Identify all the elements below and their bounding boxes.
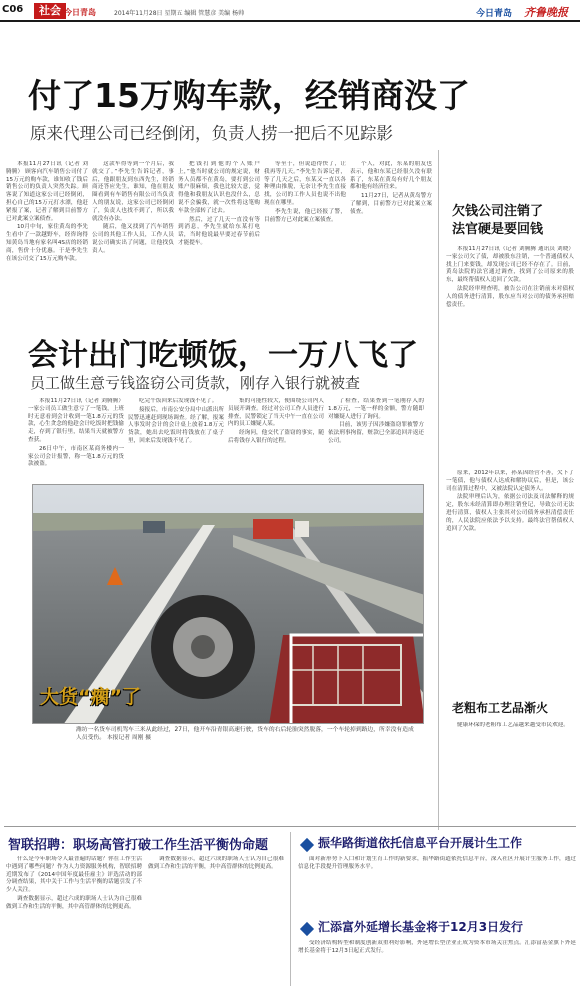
story1-headline: 付了15万购车款，经销商没了 (28, 76, 470, 115)
side2-body (446, 470, 574, 688)
story2-col-1 (28, 398, 124, 480)
paragraph: 面对新形势下人口和计划生育工作的新要求，振华路街道依托信息平台，深入社区开展计生服务工作，通过信息化手段提升管理服务水平。 (298, 856, 576, 870)
side1-title-line-1: 欠钱公司注销了 (452, 204, 544, 219)
paragraph: 吃完午饭回来后发现钱不见了。 (139, 398, 218, 404)
story3-col-2 (148, 856, 284, 984)
story1-col-4 (264, 161, 346, 319)
paragraph: 健康环保的老粗布工艺品越来越受市民欢迎。 (457, 722, 569, 728)
photo-caption (76, 726, 416, 742)
paragraph: 接报后，市南公安分局中山派出所民警迅速赶到现场调查。经了解，报案人事发时会计的会计桌上放着1.8万元货款，她出去吃饭时将钱放在了桌子里，回来后发现钱不见了。 (128, 406, 224, 444)
paragraph: 然后，过了几天一直没有等到消息，李先生就给东某打电话，当时他说最早要过春节前后才能提车。 (178, 216, 260, 246)
paragraph: 了检查，结果查到一笔刚存入的1.8万元，一笔一样的金额，警方随即对嫌疑人进行了询问。 (328, 398, 424, 420)
paragraph: 26日中午，市南区某商务楼内一家公司会计报警，称一笔1.8万元的货款被盗。 (28, 445, 124, 468)
paragraph: 调查数据显示，超过六成的职场人士认为自己很难做到工作和生活的平衡，其中高管群体的比例更高。 (148, 856, 284, 870)
paragraph: 10月中旬，家住黄岛的李先生看中了一款越野车，经咨询得知黄岛当地有家名叫4S店的经销商，售价十分优惠。于是李先生在该公司交了15万元购车款。 (6, 224, 88, 262)
paragraph: 受经济结构转型和制度创新双重利好影响，外延增长型企业正成为资本市场关注焦点。汇添富基金旗下外延增长基金将于12月3日起正式发行。 (298, 940, 576, 954)
paragraph: 集的可能性较大，便围绕公司内人员展开调查。经过对公司工作人员进行排查，民警锁定了当天中午一直在公司内的员工嫌疑人某。 (228, 398, 324, 428)
story2-col-3 (228, 398, 324, 480)
story2-col-2 (128, 398, 224, 480)
story4-body (298, 856, 576, 912)
story5-title: 汇添富外延增长基金将于12月3日发行 (318, 920, 524, 934)
photo-tag: 大货“瘸”了 (40, 686, 141, 708)
story1-col-5 (350, 161, 432, 319)
paragraph: 法院审理后认为，依据公司法及司法解释的规定，股东未经清算即办理注销登记，导致公司无法进行清算，债权人主张其对公司债务承担清偿责任的，人民法院应依法予以支持。最终法官帮债权人追回了欠款。 (446, 494, 574, 532)
column-divider (438, 150, 439, 830)
paragraph: 本报11月27日讯（记者 刘腾腾） 顾客向汽车销售公司付了15万元的购车款，谁知收了钱后销售公司的负责人突然失踪。顾客说了知道这家公司已经倒闭，担心自己的15万元打水漂，他赶紧报了案，记者了解到目前警方已对此案立案侦查。 (6, 161, 88, 222)
paragraph: 目前，该男子因涉嫌盗窃罪被警方依法刑事拘留，赃款已全部追回并返还公司。 (328, 422, 424, 444)
section-badge[interactable]: 社会 (34, 3, 66, 19)
side1-title-line-2: 法官硬是要回钱 (452, 222, 544, 237)
paragraph: 经询问，他交代了盗窃的事实，随后将钱存入银行的过程。 (228, 430, 324, 444)
paragraph: 原来，2012年以来，孙某因经营不善，欠下了一笔债，他与债权人达成和解协议后，但是，该公司在清算过程中，又被法院认定债务人。 (446, 470, 574, 492)
diamond-bullet-icon (300, 922, 314, 936)
paragraph: 李先生说，他已经报了警，目前警方已对此案立案侦查。 (264, 208, 346, 223)
story1-subhead: 原来代理公司已经倒闭，负责人捞一把后不见踪影 (30, 124, 393, 143)
caption-text: 潍坊一名货车司机驾车三米从此经过，27日，他开车沿青银高速行驶，货车的右后轮胎突然脱落，一个车轮掉到路边，所幸没有造成人员受伤。 (76, 727, 414, 741)
paragraph: 随后，他又找到了汽车销售公司的其他工作人员，工作人员说公司确实出了问题，让他找负责人。 (92, 224, 174, 254)
section-divider (4, 826, 576, 827)
column-divider (290, 832, 291, 986)
story1-col-1 (6, 161, 88, 319)
brand-logo: 齐鲁晚报 (524, 6, 568, 19)
side2-footer-title: 老粗布工艺品渐火 (452, 701, 549, 715)
story3-title: 智联招聘：职场高管打破工作生活平衡伪命题 (8, 838, 269, 853)
story4-title: 振华路街道依托信息平台开展计生工作 (318, 836, 523, 850)
paragraph: 本报11月27日讯（记者 刘腾腾 通讯员 刘晓） 一家公司欠了债，却被股东注销，一个普通债权人找上门来要钱，却发现公司已经不存在了。日前，黄岛法院的法官通过调查，找到了公司原来的股东，最终帮债权人追回了欠款。 (446, 246, 574, 284)
story1-col-3 (178, 161, 260, 319)
page-number: C06 (2, 4, 24, 15)
paragraph: 把钱打到他的个人账户上，”他当时就公司的规定说，财务人员都不在黄岛，要打到公司账户很麻烦，我也比较大意，觉得他和我朋友认识也没什么，总说不会骗我，就一次性将这笔购车款全部转了过去。 (178, 161, 260, 214)
paragraph: 什么是今年职场令人最普遍的话题？你在工作生活中遇到了哪些问题？作为人力资源服务机构，智联招聘近期发布了《2014中国年度最佳雇主》评选活动的部分调查结果，其中关于工作与生活平衡的话题引发了不少人关注。 (6, 856, 142, 894)
caption-credit: 本报记者 周刚 摄 (106, 735, 152, 741)
diamond-bullet-icon (300, 838, 314, 852)
story2-headline: 会计出门吃顿饭，一万八飞了 (28, 338, 418, 373)
story3-col-1 (6, 856, 142, 984)
paragraph: 这款车得等到一个月后，我就交了。”李先生告诉记者，事后，他跟朋友到东西先生，经销商还答应先生，谁知，他在朋友圈看到有车销售有限公司当负责人的朋友说，这家公司已经倒闭了，负责人也找不到了，所以我就没有办法。 (92, 161, 174, 222)
paragraph: 等至于，但说道得快了，让我再等几天。”李先生告诉记者，等了几天之后，东某又一直以各种理由推脱，无奈让李先生直接找，公司的工作人员也说不出他现在在哪里。 (264, 161, 346, 206)
brand-today-qingdao: 今日青岛 (476, 9, 513, 19)
paragraph: 调查数据显示，超过六成的职场人士认为自己很难做到工作和生活的平衡，其中高管群体的比例更高。 (6, 895, 142, 910)
side1-body (446, 246, 574, 464)
sub-section-label: 今日青岛 (64, 8, 96, 17)
paragraph: 个人，对此，东某的朋友也表示，他和东某已经很久没有联系了，东某在黄岛有好几个朋友都和他有经济往来。 (350, 161, 432, 191)
story1-col-2 (92, 161, 174, 319)
paragraph: 法院经审理查明，被告公司在注销前未对债权人的债务进行清算，股东应当对公司的债务承担赔偿责任。 (446, 285, 574, 308)
story2-col-4 (328, 398, 424, 480)
page-header (0, 0, 580, 22)
paragraph: 本报11月27日讯（记者 刘腾腾） 一家公司员工做生意亏了一笔钱，上班时无意看到会计收到一笔1.8万元的货款，心生贪念的他趁会计吃饭时把钱偷走，存到了银行里，结果当天就被警方查获。 (28, 398, 124, 443)
story2-subhead: 员工做生意亏钱盗窃公司货款，刚存入银行就被查 (30, 374, 361, 392)
story5-body (298, 940, 576, 986)
issue-meta: 2014年11月28日 星期五 编辑 管慧彦 美编 杨帅 (114, 10, 245, 17)
side2-footer-body (446, 722, 574, 812)
paragraph: 11月27日，记者从黄岛警方了解到，目前警方已对此案立案侦查。 (350, 193, 432, 215)
